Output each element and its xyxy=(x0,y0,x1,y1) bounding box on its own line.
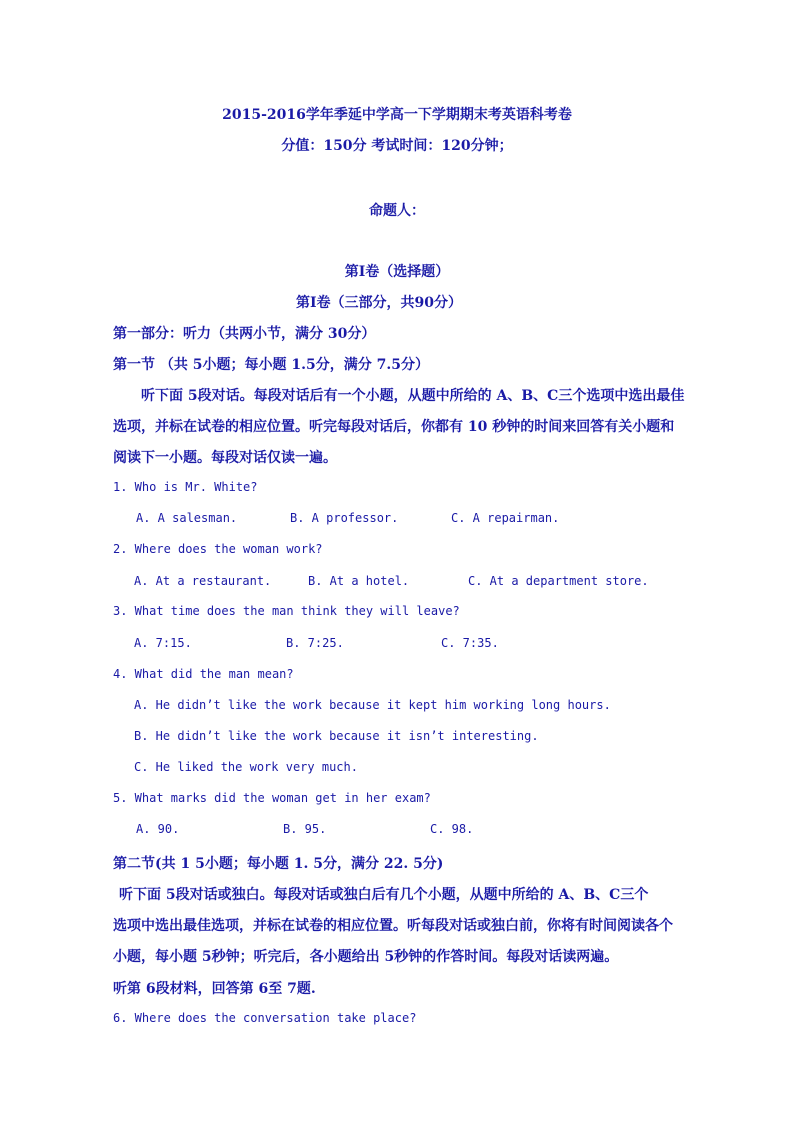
q1-option-a: A. A salesman. xyxy=(136,511,238,525)
q4-option-b: B. He didn’t like the work because it isn’t interesting. xyxy=(134,729,539,743)
instruction-line-2: 选项，并标在试卷的相应位置。听完每段对话后，你都有 10 秒钟的时间来回答有关小题和 xyxy=(113,419,675,435)
question-5: 5. What marks did the woman get in her exam? xyxy=(113,791,431,805)
section2-instruction-2: 选项中选出最佳选项，并标在试卷的相应位置。听每段对话或独白前，你将有时间阅读各个 xyxy=(113,918,673,934)
section2-instruction-1: 听下面 5段对话或独白。每段对话或独白后有几个小题，从题中所给的 A、B、C三个 xyxy=(119,887,649,903)
question-2: 2. Where does the woman work? xyxy=(113,542,323,556)
instruction-line-1: 听下面 5段对话。每段对话后有一个小题，从题中所给的 A、B、C三个选项中选出最佳 xyxy=(141,388,685,404)
q5-option-c: C. 98. xyxy=(430,822,474,836)
q1-option-c: C. A repairman. xyxy=(451,511,560,525)
q4-option-a: A. He didn’t like the work because it kept him working long hours. xyxy=(134,698,611,712)
question-1: 1. Who is Mr. White? xyxy=(113,480,258,494)
part1-title: 第一部分：听力（共两小节，满分 30分） xyxy=(113,326,376,342)
score-time: 分值：150分 考试时间：120分钟； xyxy=(281,138,513,154)
q2-option-c: C. At a department store. xyxy=(468,574,649,588)
section1-title: 第一节 （共 5小题；每小题 1.5分，满分 7.5分） xyxy=(113,357,429,373)
volume-title: 第I卷（选择题） xyxy=(344,264,450,280)
q2-option-b: B. At a hotel. xyxy=(308,574,410,588)
q3-option-b: B. 7:25. xyxy=(286,636,344,650)
volume-subtitle: 第I卷（三部分，共90分） xyxy=(295,295,463,311)
exam-title: 2015-2016学年季延中学高一下学期期末考英语科考卷 xyxy=(222,107,572,123)
question-4: 4. What did the man mean? xyxy=(113,667,294,681)
author-line: 命题人： xyxy=(369,203,425,219)
section2-instruction-3: 小题，每小题 5秒钟；听完后，各小题给出 5秒钟的作答时间。每段对话读两遍。 xyxy=(113,949,619,965)
material-6-heading: 听第 6段材料，回答第 6至 7题. xyxy=(113,981,316,997)
q2-option-a: A. At a restaurant. xyxy=(134,574,272,588)
question-3: 3. What time does the man think they will leave? xyxy=(113,604,460,618)
q1-option-b: B. A professor. xyxy=(290,511,399,525)
q5-option-b: B. 95. xyxy=(283,822,327,836)
section2-title: 第二节(共 1 5小题；每小题 1. 5分，满分 22. 5分) xyxy=(113,856,444,872)
q4-option-c: C. He liked the work very much. xyxy=(134,760,358,774)
q3-option-c: C. 7:35. xyxy=(441,636,499,650)
q5-option-a: A. 90. xyxy=(136,822,180,836)
question-6: 6. Where does the conversation take place? xyxy=(113,1011,417,1025)
q3-option-a: A. 7:15. xyxy=(134,636,192,650)
instruction-line-3: 阅读下一小题。每段对话仅读一遍。 xyxy=(113,450,337,466)
